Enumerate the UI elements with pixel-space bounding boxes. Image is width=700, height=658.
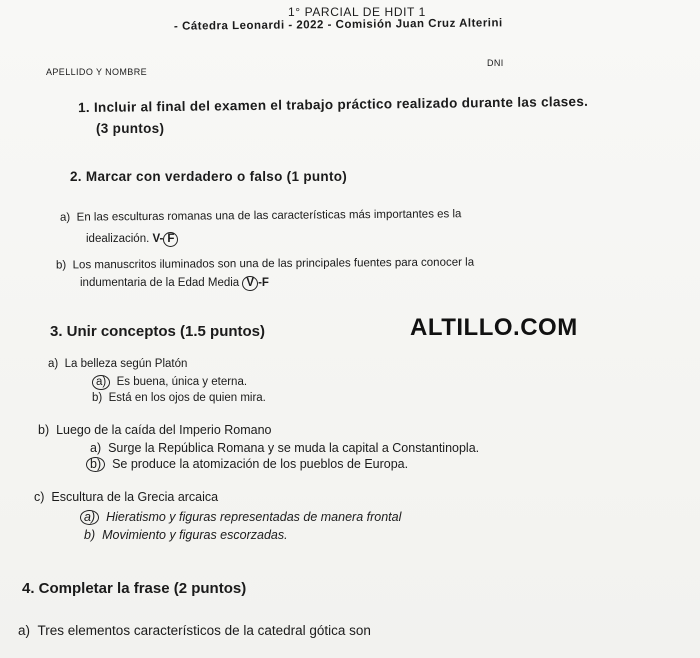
q1-line1: 1. Incluir al final del examen el trabajo práctico realizado durante las clases. (77, 93, 589, 116)
q2-item-b-line2: indumentaria de la Edad Media (80, 277, 240, 289)
q3-group-a-heading-text: La belleza según Platón (64, 358, 188, 370)
exam-title: 1° PARCIAL DE HDIT 1 (288, 5, 426, 19)
q3-group-b-option-b-mark: b) (86, 457, 105, 472)
q2-item-a-letter: a) (59, 211, 71, 224)
dni-label: DNI (487, 58, 504, 68)
q4-item-a (18, 623, 371, 638)
q2-item-b-line2-row (80, 276, 269, 291)
q3-group-c-option-b (84, 528, 288, 542)
q2-item-b-vf-false: -F (258, 277, 269, 289)
q2-item-a-line2: idealización. (86, 233, 150, 245)
q4-item-a-letter: a) (18, 623, 31, 638)
q4-item-a-text: Tres elementos característicos de la catedral gótica son (37, 623, 371, 638)
q3-group-b-option-b-text: Se produce la atomización de los pueblos de Europa. (112, 457, 409, 471)
q2-item-b (56, 257, 474, 272)
q3-group-c-heading (34, 490, 218, 504)
q2-item-a-line1: En las esculturas romanas una de las características más importantes es la (76, 208, 462, 224)
q2-item-b-letter: b) (55, 259, 67, 272)
name-label: APELLIDO Y NOMBRE (46, 67, 148, 77)
q3-group-c-option-b-text: Movimiento y figuras escorzadas. (102, 528, 288, 542)
q3-group-a-option-a-text: Es buena, única y eterna. (116, 376, 248, 388)
q3-group-a-option-b-mark: b) (92, 392, 103, 404)
q3-group-a-option-b-text: Está en los ojos de quien mira. (108, 392, 266, 404)
q3-group-a-option-a-mark: a) (92, 375, 110, 390)
q3-group-b-option-a-text: Surge la República Romana y se muda la capital a Constantinopla. (108, 441, 480, 455)
q3-group-b-letter: b) (38, 423, 50, 437)
altillo-watermark: ALTILLO.COM (410, 314, 578, 341)
q3-group-b-heading-text: Luego de la caída del Imperio Romano (56, 423, 272, 437)
q3-group-a-letter: a) (48, 358, 59, 370)
q2-item-a-answer-circle: F (163, 232, 178, 247)
q3-group-c-letter: c) (34, 490, 45, 504)
q3-group-b-option-a (90, 441, 479, 455)
q2-item-b-answer-circle: V (242, 276, 258, 291)
q3-group-c-heading-text: Escultura de la Grecia arcaica (51, 490, 219, 504)
q1-line2: (3 puntos) (96, 121, 165, 136)
q2-title: 2. Marcar con verdadero o falso (1 punto) (70, 169, 348, 184)
q2-item-b-line1: Los manuscritos iluminados son una de las principales fuentes para conocer la (72, 256, 475, 272)
q3-group-b-heading (38, 423, 272, 437)
q3-group-a-heading (48, 358, 187, 370)
q3-group-c-option-b-mark: b) (84, 528, 96, 542)
q2-item-a-line2-row (86, 232, 178, 247)
q2-item-a-vf-true: V- (152, 233, 164, 245)
q3-group-c-option-a-text: Hieratismo y figuras representadas de manera frontal (106, 510, 402, 524)
q3-title: 3. Unir conceptos (1.5 puntos) (50, 323, 266, 340)
q3-group-b-option-b (86, 457, 408, 472)
q3-group-a-option-a (92, 375, 247, 390)
q2-item-a (60, 208, 462, 224)
q3-group-a-option-b (92, 392, 266, 404)
q3-group-b-option-a-mark: a) (90, 441, 102, 455)
exam-subtitle: - Cátedra Leonardi - 2022 - Comisión Juan Cruz Alterini (173, 17, 503, 33)
q3-group-c-option-a-mark: a) (80, 510, 99, 525)
q3-group-c-option-a (80, 510, 401, 525)
q4-title: 4. Completar la frase (2 puntos) (22, 580, 247, 597)
